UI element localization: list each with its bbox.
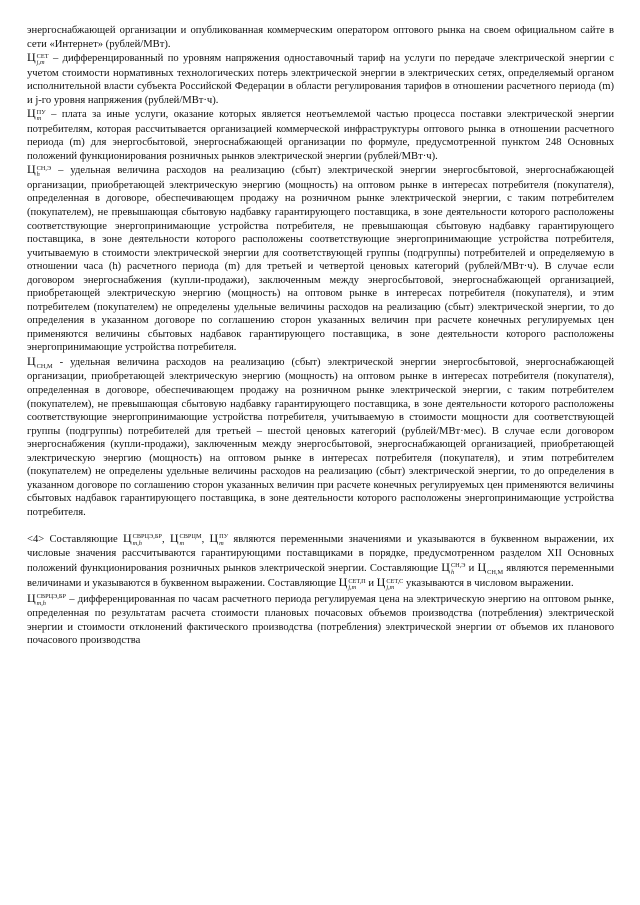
formula-symbol: Ц СВРЦЭ,БР m,h	[27, 590, 66, 607]
paragraph-1: энергоснабжающей организации и опубликованная коммерческим оператором оптового рынка на своем официальном сайте в сети «Интернет» (рублей/МВт).	[27, 25, 614, 50]
formula-symbol: Ц СН,М	[27, 353, 53, 370]
formula-symbol: Ц СЕТ j,m	[27, 50, 49, 67]
paragraph-gap	[27, 520, 614, 532]
formula-symbol: Ц ПУ m	[209, 530, 229, 547]
formula-symbol: Ц СН,Э h	[441, 559, 466, 576]
paragraph-2: Ц СЕТ j,m – дифференцированный по уровням напряжения одноставочный тариф на услуги по передаче электрической энергии с учетом стоимости нормативных технологических потерь электрической энергии в электрических сетях, определяемый органом исполнительной власти субъекта Российской Федерации в области регулирования тарифов в отношении расчетного периода (m) и j-го уровня напряжения (рублей/МВт·ч).	[27, 50, 614, 106]
paragraph-5: Ц СН,М - удельная величина расходов на реализацию (сбыт) электрической энергии энергосбытовой, энергоснабжающей организации, приобретающей электрическую энергию (мощность) на оптовом рынке в интересах потребителя (покупателя), определенная в договоре, обеспечивающем продажу на розничном рынке электрической энергии, с таким потребителем (покупателем), не превышающая сбытовую надбавку гарантирующего поставщика, в зоне деятельности которого расположены соответствующие энергопринимающие устройства потребителя, учитываемую в стоимости мощности для соответствующей группы (подгруппы) потребителей для третьей – шестой ценовых категорий (рублей/МВт·мес). В случае если договором энергоснабжения (купли-продажи), заключенным между энергосбытовой, энергоснабжающей организацией, приобретающей электрическую энергию (мощность) на оптовом рынке в интересах потребителя (покупателя), и этим потребителем (покупателем) не определены удельные величины расходов на реализацию (сбыт) электрической энергии, то до определения в указанном договоре по соглашению сторон указанных величин при расчете конечных регулируемых цен применяются величины сбытовых надбавок гарантирующего поставщика, в зоне деятельности которого расположены энергопринимающие устройства потребителя.	[27, 353, 614, 518]
formula-symbol: Ц СВРЦМ m	[169, 530, 202, 547]
paragraph-7: Ц СВРЦЭ,БР m,h – дифференцированная по часам расчетного периода регулируемая цена на электрическую энергию на оптовом рынке, определенная по результатам расчета стоимости плановых почасовых объемов производства (потребления) электрической энергии и стоимости отклонений фактического производства (потребления) электрической энергии от объемов их планового почасового производства	[27, 590, 614, 647]
paragraph-4: Ц СН,Э h – удельная величина расходов на реализацию (сбыт) электрической энергии энергосбытовой, энергоснабжающей организации, приобретающей электрическую энергию (мощность) на оптовом рынке в интересах потребителя (покупателя), определенная в договоре, обеспечивающем продажу на розничном рынке электрической энергии, с таким потребителем (покупателем), не превышающая сбытовую надбавку гарантирующего поставщика, в зоне деятельности которого расположены соответствующие энергопринимающие устройства потребителя, не превышающая сбытовую надбавку гарантирующего поставщика, в зоне деятельности которого расположены соответствующие энергопринимающие устройства потребителя, учитываемую в стоимости электрической энергии для соответствующей группы (подгруппы) потребителей и определяемую в отношении часа (h) расчетного периода (m) для третьей и четвертой ценовых категорий (рублей/МВт·ч). В случае если договором энергоснабжения (купли-продажи), заключенным между энергосбытовой, энергоснабжающей организацией, приобретающей электрическую энергию (мощность) на оптовом рынке в интересах потребителя (покупателя), и этим потребителем (покупателем) не определены удельные величины расходов на реализацию (сбыт) электрической энергии, то до определения в указанном договоре по соглашению сторон указанных величин при расчете конечных регулируемых цен применяются величины сбытовых надбавок гарантирующего поставщика, в зоне деятельности которого расположены энергопринимающие устройства потребителя.	[27, 162, 614, 354]
formula-symbol: Ц СН,М	[477, 559, 504, 576]
paragraph-3: Ц ПУ m – плата за иные услуги, оказание которых является неотъемлемой частью процесса поставки электрической энергии потребителям, которая рассчитывается организацией коммерческой инфраструктуры оптового рынка в отношении расчетного периода (m) для энергосбытовой, энергоснабжающей организации по формуле, предусмотренной пунктом 248 Основных положений функционирования розничных рынков электрической энергии (рублей/МВт·ч).	[27, 106, 614, 162]
footnote-4: <4> Составляющие Ц СВРЦЭ,БР m,h , Ц СВРЦМ m , Ц ПУ m являются переменными значениями и указываются в буквенном выражении, их числовые значения рассчитываются гарантирующими поставщиками в порядке, предусмотренном разделом XII Основных положений функционирования розничных рынков электрической энергии. Составляющие Ц СН,Э h и Ц СН,М являются переменными величинами и указываются в буквенном выражении. Составляющие Ц СЕТ,П j,m и Ц СЕТ,С j,m указываются в числовом выражении.	[27, 530, 615, 592]
formula-symbol: Ц СВРЦЭ,БР m,h	[122, 530, 162, 547]
formula-symbol: Ц ПУ m	[27, 106, 46, 123]
formula-symbol: Ц СЕТ,С j,m	[376, 575, 404, 592]
formula-symbol: Ц СЕТ,П j,m	[338, 575, 366, 592]
formula-symbol: Ц СН,Э h	[27, 162, 52, 179]
